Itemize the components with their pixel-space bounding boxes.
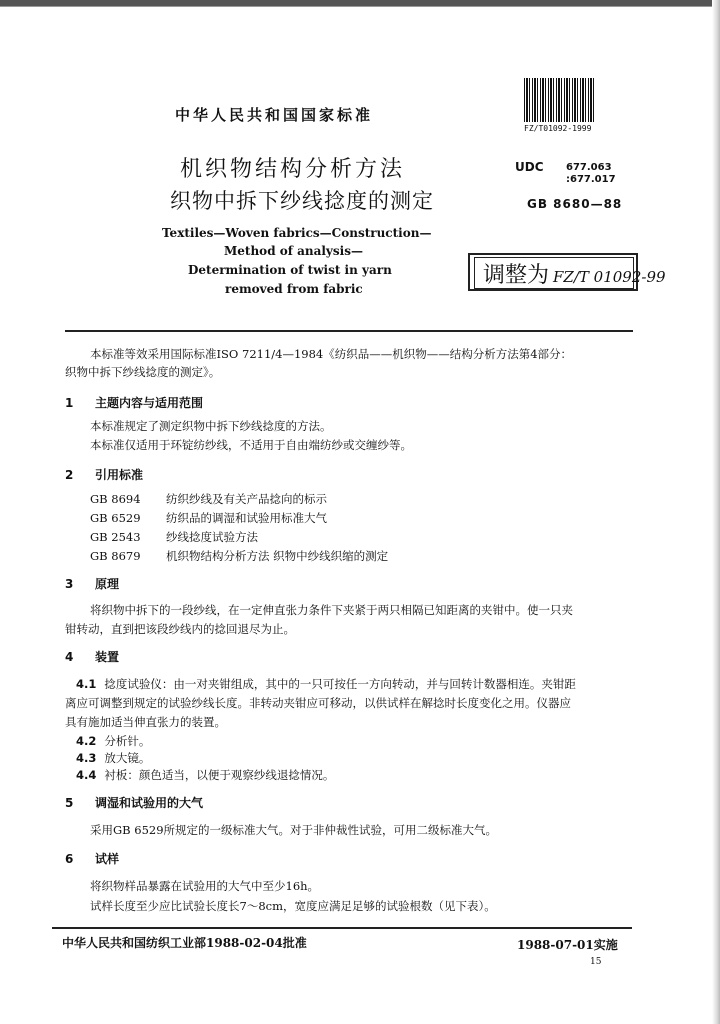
section-5-heading: 5 调湿和试验用的大气 [65,796,204,810]
section-1-heading: 1 主题内容与适用范围 [65,396,204,410]
stamp-label: 调整为 [483,263,550,288]
section-4-heading: 4 装置 [65,650,120,664]
udc-label: UDC [515,160,544,174]
stamp-code: FZ/T 01092-99 [553,268,666,286]
document-title-line1: 机织物结构分析方法 [180,157,406,182]
item-4-2: 4.2 分析针。 [76,734,151,748]
udc-value-1: 677.063 [566,162,612,173]
section-3-line2: 钳转动，直到把该段纱线内的捻回退尽为止。 [65,622,295,636]
section-3-heading: 3 原理 [65,577,120,591]
effective-date: 1988-07-01实施 [517,938,618,952]
intro-line2: 织物中拆下纱线捻度的测定》。 [65,365,221,379]
section-6-line1: 将织物样品暴露在试验用的大气中至少16h。 [90,879,320,893]
revision-stamp-inner-border [474,257,666,289]
barcode-image [524,78,596,122]
document-title-line2: 织物中拆下纱线捻度的测定 [170,189,434,213]
reference-row: GB 8679 机织物结构分析方法 织物中纱线织缩的测定 [90,549,389,563]
revision-stamp-text [483,258,666,289]
header-divider [65,330,633,332]
footer-divider [52,927,632,929]
barcode-number: FZ/T01092-1999 [524,124,592,133]
section-6-heading: 6 试样 [65,852,120,866]
reference-row: GB 2543 纱线捻度试验方法 [90,530,258,544]
udc-value-2: :677.017 [566,174,616,185]
item-4-1-line1: 4.1 捻度试验仪：由一对夹钳组成，其中的一只可按任一方向转动，并与回转计数器相连。夹钳距 [76,677,576,691]
approval-date: 中华人民共和国纺织工业部1988-02-04批准 [62,936,307,950]
reference-row: GB 6529 纺织品的调湿和试验用标准大气 [90,511,327,525]
section-1-line1: 本标准规定了测定织物中拆下纱线捻度的方法。 [90,419,332,433]
gb-number: GB 8680—88 [527,197,623,211]
section-6-line2: 试样长度至少应比试验长度长7～8cm，宽度应满足足够的试验根数（见下表）。 [90,899,496,913]
section-1-line2: 本标准仅适用于环锭纺纱线，不适用于自由端纺纱或交缠纱等。 [90,438,412,452]
english-title-line2: Method of analysis— [224,244,363,258]
scan-top-edge-line [0,6,720,7]
item-4-1-line2: 离应可调整到规定的试验纱线长度。非转动夹钳应可移动，以供试样在解捻时长度变化之用。仪器应 [65,696,571,710]
intro-line1: 本标准等效采用国际标准ISO 7211/4—1984《纺织品——机织物——结构分析方法第4部分： [90,347,573,361]
section-3-line1: 将织物中拆下的一段纱线，在一定伸直张力条件下夹紧于两只相隔已知距离的夹钳中。使一只夹 [90,603,573,617]
issuer-heading: 中华人民共和国国家标准 [175,106,374,124]
english-title-line1: Textiles—Woven fabrics—Construction— [162,226,432,240]
reference-row: GB 8694 纺织纱线及有关产品捻向的标示 [90,492,327,506]
section-5-line1: 采用GB 6529所规定的一级标准大气。对于非仲裁性试验，可用二级标准大气。 [90,823,498,837]
revision-stamp [468,253,666,291]
scan-right-edge [712,0,720,1024]
item-4-3: 4.3 放大镜。 [76,751,151,765]
english-title-line4: removed from fabric [225,282,363,296]
item-4-1-line3: 具有施加适当伸直张力的装置。 [65,715,226,729]
english-title-line3: Determination of twist in yarn [188,263,392,277]
item-4-4: 4.4 衬板：颜色适当，以便于观察纱线退捻情况。 [76,768,335,782]
section-2-heading: 2 引用标准 [65,468,144,482]
page-number: 15 [590,957,602,967]
